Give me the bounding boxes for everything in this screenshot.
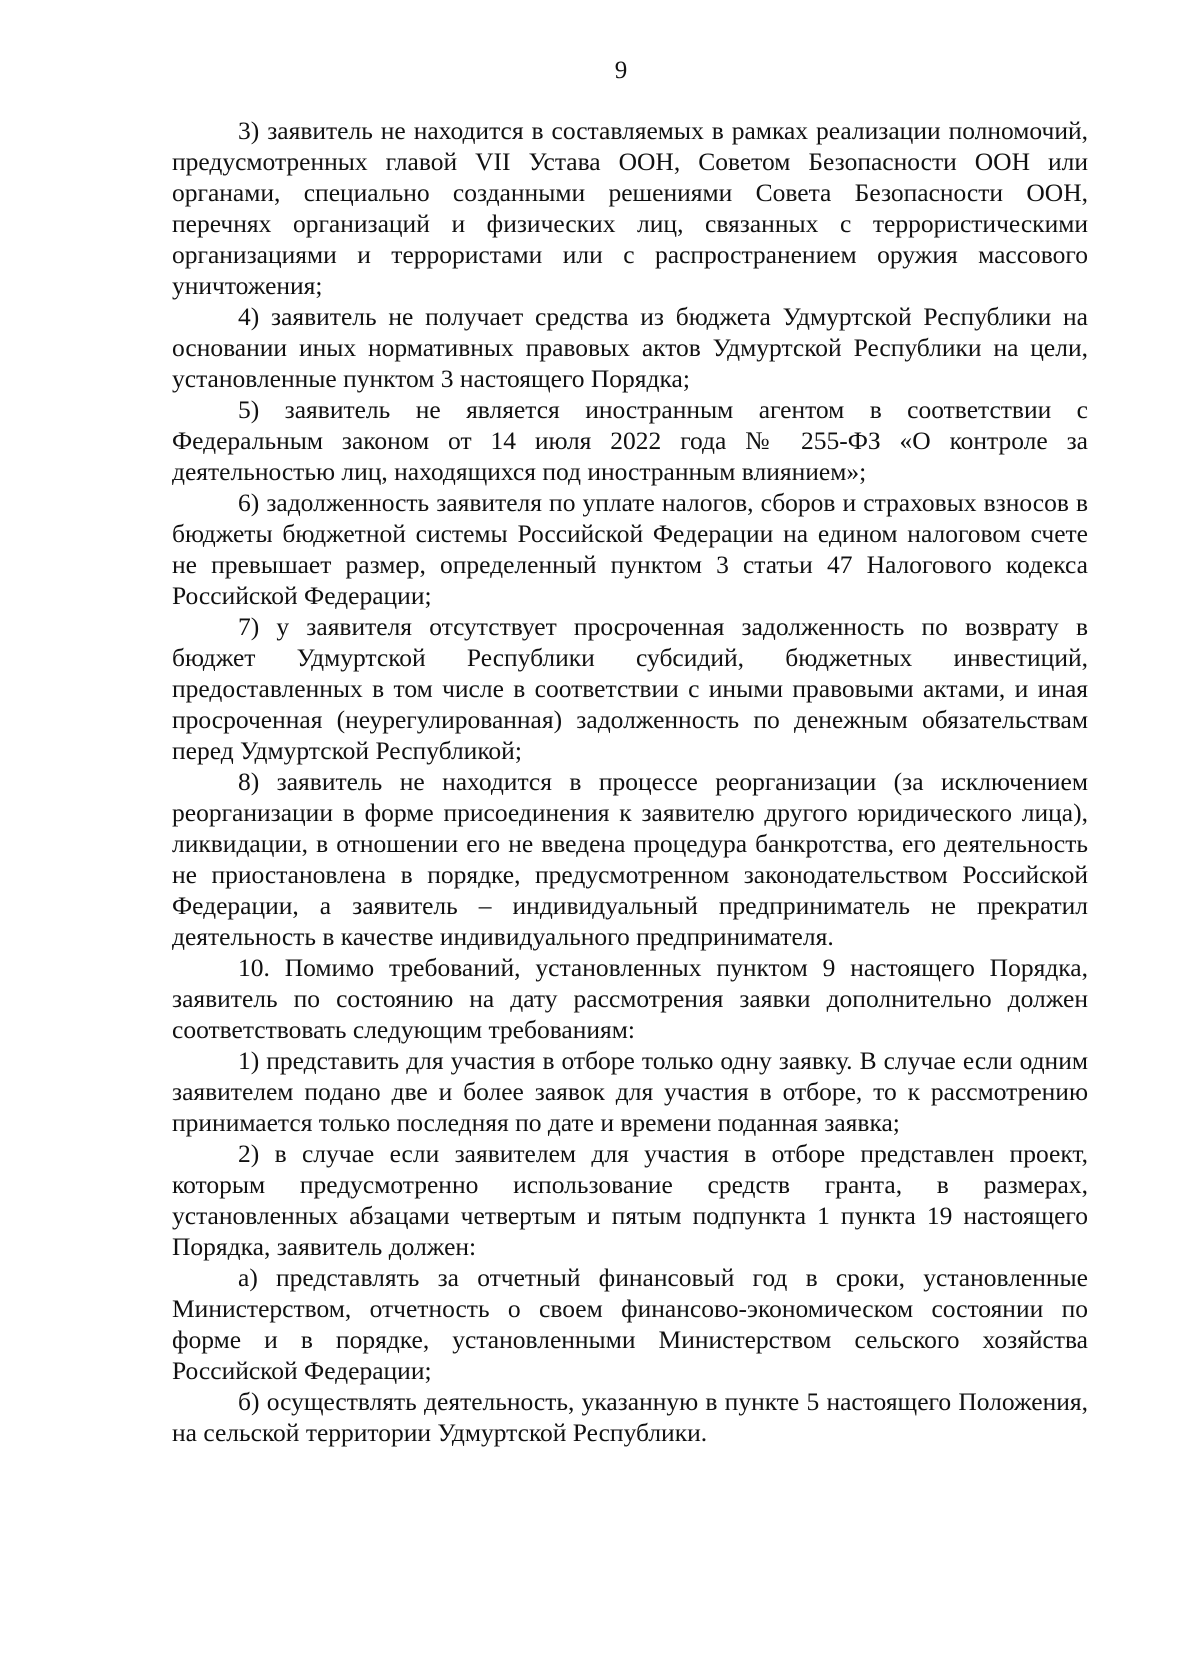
paragraph-subitem-2: 2) в случае если заявителем для участия в отборе представлен проект, которым предусмотренно использование средств гранта, в размерах, установленных абзацами четвертым и пятым подпункта 1 пункта 19 настоящего Порядка, заявитель должен:	[172, 1139, 1088, 1261]
paragraph-subitem-a: а) представлять за отчетный финансовый год в сроки, установленные Министерством, отчетность о своем финансово-экономическом состоянии по форме и в порядке, установленными Министерством сельского хозяйства Российской Федерации;	[172, 1263, 1088, 1385]
paragraph-item-7: 7) у заявителя отсутствует просроченная задолженность по возврату в бюджет Удмуртской Республики субсидий, бюджетных инвестиций, предоставленных в том числе в соответствии с иными правовыми актами, и иная просроченная (неурегулированная) задолженность по денежным обязательствам перед Удмуртской Республикой;	[172, 612, 1088, 765]
paragraph-section-10: 10. Помимо требований, установленных пунктом 9 настоящего Порядка, заявитель по состоянию на дату рассмотрения заявки дополнительно должен соответствовать следующим требованиям:	[172, 953, 1088, 1044]
paragraph-item-8: 8) заявитель не находится в процессе реорганизации (за исключением реорганизации в форме присоединения к заявителю другого юридического лица), ликвидации, в отношении его не введена процедура банкротства, его деятельность не приостановлена в порядке, предусмотренном законодательством Российской Федерации, а заявитель – индивидуальный предприниматель не прекратил деятельность в качестве индивидуального предпринимателя.	[172, 767, 1088, 951]
paragraph-item-4: 4) заявитель не получает средства из бюджета Удмуртской Республики на основании иных нормативных правовых актов Удмуртской Республики на цели, установленные пунктом 3 настоящего Порядка;	[172, 302, 1088, 393]
page-number: 9	[614, 57, 628, 84]
document-body	[172, 115, 1088, 1448]
paragraph-subitem-b: б) осуществлять деятельность, указанную в пункте 5 настоящего Положения, на сельской территории Удмуртской Республики.	[172, 1387, 1088, 1447]
paragraph-item-3: 3) заявитель не находится в составляемых в рамках реализации полномочий, предусмотренных главой VII Устава ООН, Советом Безопасности ООН или органами, специально созданными решениями Совета Безопасности ООН, перечнях организаций и физических лиц, связанных с террористическими организациями и террористами или с распространением оружия массового уничтожения;	[172, 116, 1088, 300]
paragraph-subitem-1: 1) представить для участия в отборе только одну заявку. В случае если одним заявителем подано две и более заявок для участия в отборе, то к рассмотрению принимается только последняя по дате и времени поданная заявка;	[172, 1046, 1088, 1137]
paragraph-item-6: 6) задолженность заявителя по уплате налогов, сборов и страховых взносов в бюджеты бюджетной системы Российской Федерации на едином налоговом счете не превышает размер, определенный пунктом 3 статьи 47 Налогового кодекса Российской Федерации;	[172, 488, 1088, 610]
paragraph-item-5: 5) заявитель не является иностранным агентом в соответствии с Федеральным законом от 14 июля 2022 года № 255-ФЗ «О контроле за деятельностью лиц, находящихся под иностранным влиянием»;	[172, 395, 1088, 486]
